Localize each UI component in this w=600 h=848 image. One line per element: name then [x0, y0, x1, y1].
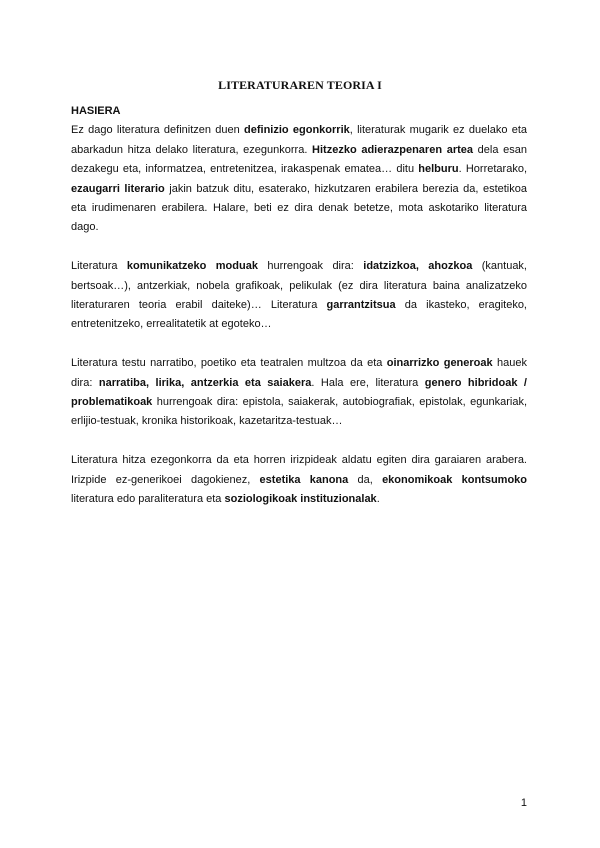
bold-term: definizio egonkorrik [244, 124, 350, 137]
paragraphs-container [71, 121, 527, 509]
bold-term: soziologikoak instituzionalak [224, 493, 377, 506]
page-number: 1 [520, 797, 527, 809]
text-run: hurrengoak dira: [257, 260, 364, 273]
text-run: . Hala ere, literatura [311, 376, 425, 389]
text-run: , literaturak mugarik ez duelako eta abarkadun hitza delako literatura, ezegunkorra. [71, 124, 528, 156]
body-paragraph [71, 121, 527, 237]
text-run: da, [348, 473, 383, 486]
text-run: dela esan dezakegu eta, informatzea, entretenitzea, irakaspenak ematea… ditu [71, 143, 528, 176]
body-paragraph [71, 257, 527, 335]
text-run: da ikasteko, eragiteko, entretenitzeko, errealitatetik at egoteko… [71, 299, 527, 331]
bold-term: oinarrizko generoak [386, 357, 493, 370]
bold-term: garrantzitsua [326, 299, 396, 312]
text-run: hauek dira: [71, 357, 527, 389]
text-run: jakin batzuk ditu, esaterako, hizkutzaren erabilera berezia da, estetikoa eta irudimenaren erabilera. Halare, beti ez dira denak betetze, mota askotariko literatura dago. [71, 182, 527, 234]
document-body [71, 102, 527, 529]
text-run: Literatura testu narratibo, poetiko eta teatralen multzoa da eta [71, 357, 387, 370]
text-run: Literatura [71, 260, 127, 273]
document-title: LITERATURAREN TEORIA I [218, 78, 382, 92]
bold-term: ekonomikoak kontsumoko [382, 473, 527, 486]
body-paragraph [71, 451, 527, 509]
text-run: Literatura hitza ezegonkorra da eta horren irizpideak aldatu egiten dira garaiaren arabera. Irizpide ez-generikoei dagokienez, [71, 454, 527, 486]
text-run: Ez dago literatura definitzen duen [71, 124, 245, 137]
text-run: . [376, 493, 380, 506]
bold-term: narratiba, lirika, antzerkia eta saiakera [98, 376, 312, 389]
text-run: . Horretarako, [458, 163, 527, 176]
bold-term: helburu [418, 163, 459, 176]
bold-term: komunikatzeko moduak [126, 260, 258, 273]
bold-term: ezaugarri literario [71, 182, 165, 195]
section-heading: HASIERA [71, 105, 121, 117]
bold-term: genero hibridoak / problematikoak [71, 376, 527, 409]
body-paragraph [71, 354, 527, 432]
bold-term: estetika kanona [259, 473, 349, 486]
text-run: literatura edo paraliteratura eta [71, 493, 225, 506]
bold-term: Hitzezko adierazpenaren artea [312, 143, 474, 156]
text-run: hurrengoak dira: epistola, saiakerak, autobiografiak, epistolak, egunkariak, erlijio-testuak, kronika historikoak, kazetaritza-testuak… [71, 396, 527, 428]
bold-term: idatzizkoa, ahozkoa [363, 260, 473, 273]
text-run: (kantuak, bertsoak…), antzerkiak, nobela grafikoak, pelikulak (ez dira literatura baina analizatzeko literaturaren teoria erabil daiteke)… Literatura [71, 260, 527, 312]
